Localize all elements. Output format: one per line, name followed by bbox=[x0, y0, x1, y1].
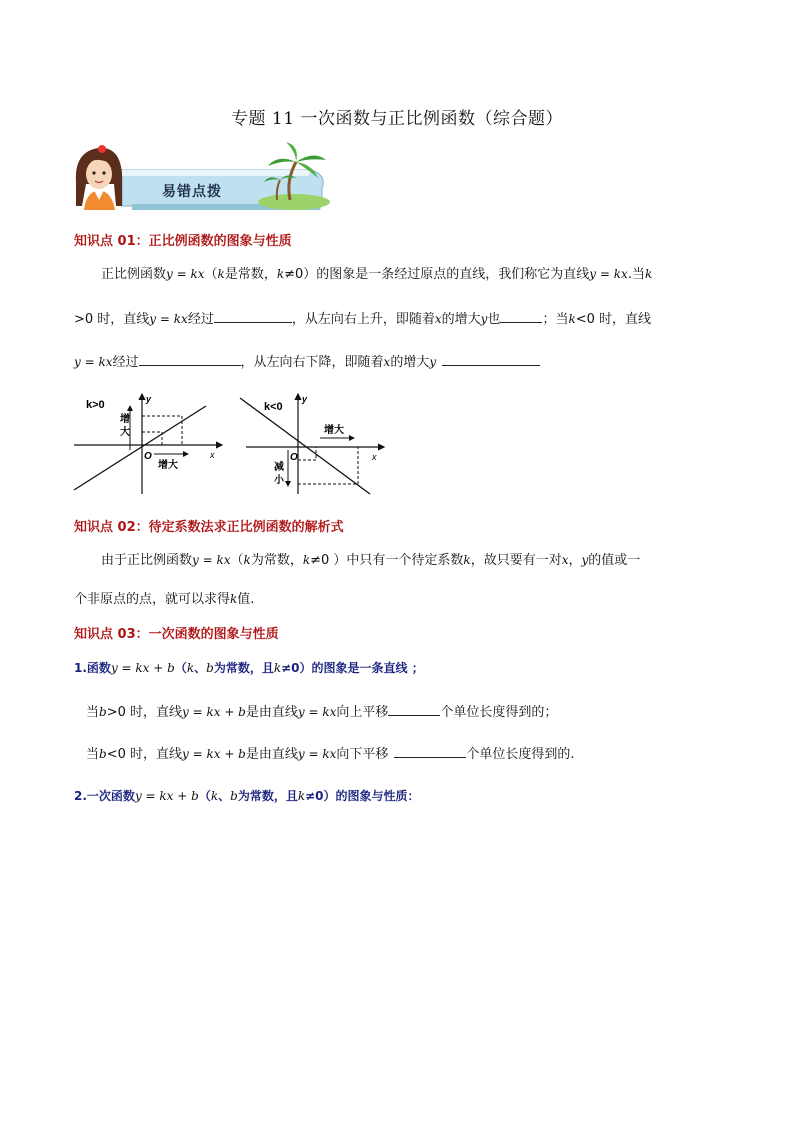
text: 由于正比例函数 bbox=[101, 553, 193, 568]
text: ，从左向右上升，即随着 bbox=[291, 312, 435, 327]
text: ≠0）的图象与性质： bbox=[305, 789, 420, 803]
answer-blank[interactable] bbox=[214, 309, 292, 323]
x-label: x bbox=[372, 452, 377, 462]
variable: k bbox=[297, 789, 306, 803]
kp3-line-down bbox=[86, 744, 575, 763]
kp1-heading: 知识点 01：正比例函数的图象与性质 bbox=[74, 234, 292, 249]
variable: k bbox=[568, 312, 576, 326]
kp1-line2 bbox=[74, 309, 651, 328]
text: >0 时，直线 bbox=[74, 312, 150, 327]
text: （ bbox=[204, 267, 218, 282]
text: 函数 bbox=[86, 661, 111, 675]
text: 当 bbox=[86, 705, 100, 720]
answer-blank[interactable] bbox=[500, 309, 542, 323]
text: 也 bbox=[487, 312, 501, 327]
graph-k-positive bbox=[72, 388, 232, 498]
variable: y bbox=[429, 355, 437, 369]
up-label: 增 bbox=[120, 414, 130, 425]
banner-label: 易错点拨 bbox=[162, 184, 222, 200]
text: 是由直线 bbox=[245, 705, 298, 720]
variable: k bbox=[217, 267, 225, 281]
variable: k bbox=[302, 553, 311, 567]
condition-label: k>0 bbox=[86, 399, 105, 411]
text: 为常数， bbox=[250, 553, 303, 568]
text: 是常数， bbox=[224, 267, 277, 282]
text: 个非原点的点，就可以求得 bbox=[74, 592, 231, 607]
text: 的增大 bbox=[390, 355, 430, 370]
text: 经过 bbox=[112, 355, 139, 370]
graph-k-negative bbox=[236, 388, 396, 498]
down-label: 减 bbox=[274, 462, 284, 473]
variable: b bbox=[99, 705, 107, 719]
text: 一次函数 bbox=[86, 789, 135, 803]
equation: y = kx + b bbox=[110, 661, 175, 675]
text: ， bbox=[568, 553, 582, 568]
text: 个单位长度得到的. bbox=[466, 747, 575, 762]
condition-label: k<0 bbox=[264, 401, 283, 413]
variable: k bbox=[644, 267, 653, 281]
y-label: y bbox=[146, 394, 152, 404]
girl-icon bbox=[76, 145, 122, 210]
equation: y = kx bbox=[166, 267, 205, 281]
down-label: 小 bbox=[274, 475, 284, 486]
text: 、 bbox=[194, 661, 207, 675]
origin-label: O bbox=[144, 451, 152, 462]
variable: k bbox=[210, 789, 219, 803]
kp2-heading: 知识点 02：待定系数法求正比例函数的解析式 bbox=[74, 520, 344, 535]
answer-blank[interactable] bbox=[394, 744, 466, 758]
text: ≠0）的图象是一条经过原点的直线，我们称它为直线 bbox=[284, 267, 590, 282]
kp3-item1 bbox=[74, 659, 424, 676]
variable: k bbox=[276, 267, 285, 281]
line-y-kx bbox=[74, 406, 206, 490]
text: .当 bbox=[627, 267, 645, 282]
text: 个单位长度得到的； bbox=[440, 705, 558, 720]
variable: x bbox=[561, 553, 569, 567]
kp3-line-up bbox=[86, 702, 557, 721]
right-label: 增大 bbox=[158, 460, 178, 471]
text: ，故只要有一对 bbox=[470, 553, 562, 568]
y-label: y bbox=[302, 394, 308, 404]
x-label: x bbox=[210, 450, 215, 460]
text: ；当 bbox=[542, 312, 569, 327]
variable: k bbox=[273, 661, 282, 675]
text: ≠0 ）中只有一个待定系数 bbox=[310, 553, 464, 568]
text: 为常数，且 bbox=[213, 661, 274, 675]
variable: k bbox=[230, 592, 238, 606]
text: 为常数，且 bbox=[237, 789, 298, 803]
page-title: 专题 11 一次函数与正比例函数（综合题） bbox=[231, 109, 563, 129]
text: ≠0）的图象是一条直线 ； bbox=[281, 661, 424, 675]
equation: y = kx bbox=[297, 747, 337, 761]
variable: x bbox=[434, 312, 442, 326]
kp1-line3 bbox=[74, 352, 540, 371]
kp2-line1 bbox=[101, 552, 640, 569]
text: 、 bbox=[218, 789, 231, 803]
equation: y = kx bbox=[297, 705, 337, 719]
item-number: 1. bbox=[74, 661, 87, 675]
variable: y bbox=[480, 312, 488, 326]
kp3-item2 bbox=[74, 787, 420, 804]
text: （ bbox=[230, 553, 244, 568]
variable: k bbox=[243, 553, 251, 567]
equation: y = kx bbox=[589, 267, 628, 281]
variable: k bbox=[186, 661, 195, 675]
text: 是由直线 bbox=[245, 747, 298, 762]
right-label: 增大 bbox=[324, 425, 344, 436]
variable: x bbox=[383, 355, 391, 369]
text: 当 bbox=[86, 747, 100, 762]
tips-banner bbox=[72, 140, 334, 216]
variable: b bbox=[230, 789, 238, 803]
answer-blank[interactable] bbox=[139, 352, 241, 366]
equation: y = kx + b bbox=[182, 705, 246, 719]
dashed-guide bbox=[142, 416, 182, 445]
answer-blank[interactable] bbox=[388, 702, 440, 716]
dashed-guide bbox=[142, 432, 162, 445]
line-y-kx bbox=[240, 398, 370, 494]
text: >0 时，直线 bbox=[106, 705, 182, 720]
text: （ bbox=[198, 789, 211, 803]
text: <0 时，直线 bbox=[106, 747, 182, 762]
item-number: 2. bbox=[74, 789, 87, 803]
text: ，从左向右下降，即随着 bbox=[240, 355, 384, 370]
dashed-guide bbox=[298, 447, 316, 460]
equation: y = kx bbox=[149, 312, 188, 326]
banner-illustration bbox=[72, 140, 334, 216]
variable: b bbox=[99, 747, 107, 761]
kp2-line2 bbox=[74, 591, 254, 608]
text: 经过 bbox=[187, 312, 214, 327]
equation: y = kx bbox=[192, 553, 231, 567]
equation: y = kx + b bbox=[134, 789, 199, 803]
text: 向上平移 bbox=[336, 705, 389, 720]
answer-blank[interactable] bbox=[442, 352, 540, 366]
text: 的增大 bbox=[441, 312, 481, 327]
text: 的值或一 bbox=[588, 553, 641, 568]
equation: y = kx bbox=[74, 355, 113, 369]
variable: k bbox=[463, 553, 471, 567]
text: <0 时，直线 bbox=[575, 312, 652, 327]
text: 值. bbox=[237, 592, 255, 607]
variable: y bbox=[581, 553, 589, 567]
kp3-heading: 知识点 03：一次函数的图象与性质 bbox=[74, 627, 279, 642]
text: 向下平移 bbox=[336, 747, 389, 762]
variable: b bbox=[206, 661, 214, 675]
kp1-line1 bbox=[101, 266, 652, 283]
origin-label: O bbox=[290, 452, 298, 463]
text: （ bbox=[174, 661, 187, 675]
equation: y = kx + b bbox=[182, 747, 246, 761]
up-label: 大 bbox=[120, 427, 130, 438]
text: 正比例函数 bbox=[101, 267, 167, 282]
